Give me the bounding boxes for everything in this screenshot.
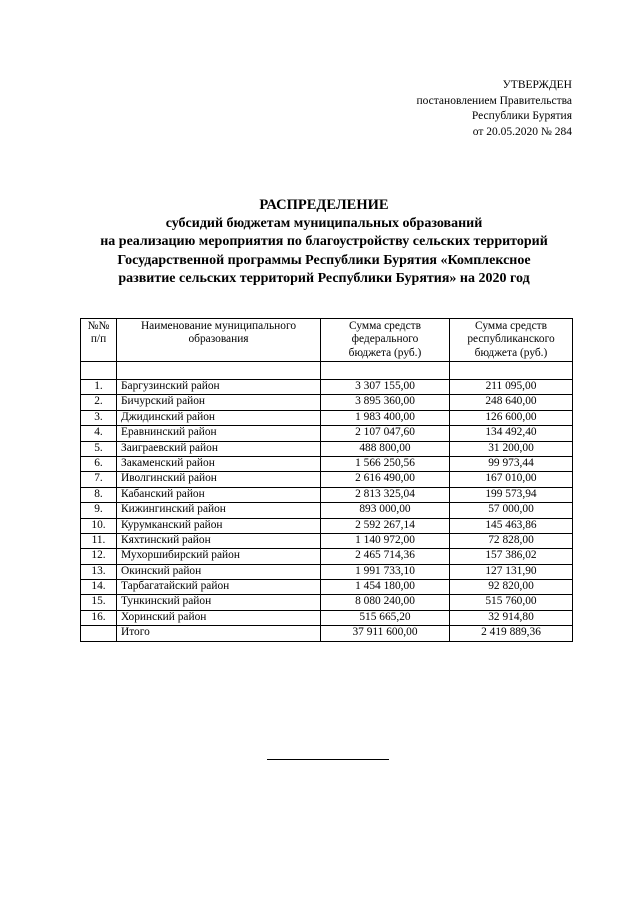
approval-stamp	[416, 78, 572, 140]
table-row: 9. Кижингинский район 893 000,00 57 000,00	[81, 503, 573, 518]
table-row: 8. Кабанский район 2 813 325,04 199 573,94	[81, 487, 573, 502]
table-row: 15. Тункинский район 8 080 240,00 515 760,00	[81, 595, 573, 610]
distribution-table	[80, 318, 573, 642]
title-line-4: развитие сельских территорий Республики Бурятия» на 2020 год	[118, 271, 530, 287]
header-name: Наименование муниципального образования	[117, 319, 321, 362]
table-row: 1. Баргузинский район 3 307 155,00 211 095,00	[81, 380, 573, 395]
total-republican: 2 419 889,36	[450, 626, 573, 641]
table-row: 2. Бичурский район 3 895 360,00 248 640,00	[81, 395, 573, 410]
title-line-2: на реализацию мероприятия по благоустройству сельских территорий	[100, 234, 548, 250]
header-republican: Сумма средств республиканского бюджета (руб.)	[450, 319, 573, 362]
table-total-row	[81, 626, 573, 641]
table-spacer-row	[81, 362, 573, 380]
table-row: 5. Заиграевский район 488 800,00 31 200,00	[81, 441, 573, 456]
table-row: 12. Мухоршибирский район 2 465 714,36 157 386,02	[81, 549, 573, 564]
header-federal: Сумма средств федерального бюджета (руб.)	[321, 319, 450, 362]
approval-line-3: Республики Бурятия	[471, 110, 572, 123]
table-row: 11. Кяхтинский район 1 140 972,00 72 828,00	[81, 533, 573, 548]
table-row: 3. Джидинский район 1 983 400,00 126 600,00	[81, 410, 573, 425]
document-title	[60, 196, 588, 289]
table-row: 16. Хоринский район 515 665,20 32 914,80	[81, 610, 573, 625]
approval-line-4: от 20.05.2020 № 284	[472, 125, 572, 138]
title-line-1: субсидий бюджетам муниципальных образований	[165, 215, 483, 231]
table-row: 13. Окинский район 1 991 733,10 127 131,90	[81, 564, 573, 579]
table-row: 4. Еравнинский район 2 107 047,60 134 492,40	[81, 426, 573, 441]
table-header-row	[81, 319, 573, 362]
header-num: №№ п/п	[81, 319, 117, 362]
title-line-3: Государственной программы Республики Бурятия «Комплексное	[117, 252, 531, 268]
table-row: 10. Курумканский район 2 592 267,14 145 463,86	[81, 518, 573, 533]
total-label: Итого	[117, 626, 321, 641]
total-federal: 37 911 600,00	[321, 626, 450, 641]
approval-line-2: постановлением Правительства	[416, 94, 572, 107]
title-heading: РАСПРЕДЕЛЕНИЕ	[259, 197, 389, 213]
closing-line	[267, 759, 389, 760]
table-row: 6. Закаменский район 1 566 250,56 99 973,44	[81, 456, 573, 471]
table-row: 7. Иволгинский район 2 616 490,00 167 010,00	[81, 472, 573, 487]
table-row: 14. Тарбагатайский район 1 454 180,00 92 820,00	[81, 580, 573, 595]
approval-line-1: УТВЕРЖДЕН	[502, 79, 572, 91]
